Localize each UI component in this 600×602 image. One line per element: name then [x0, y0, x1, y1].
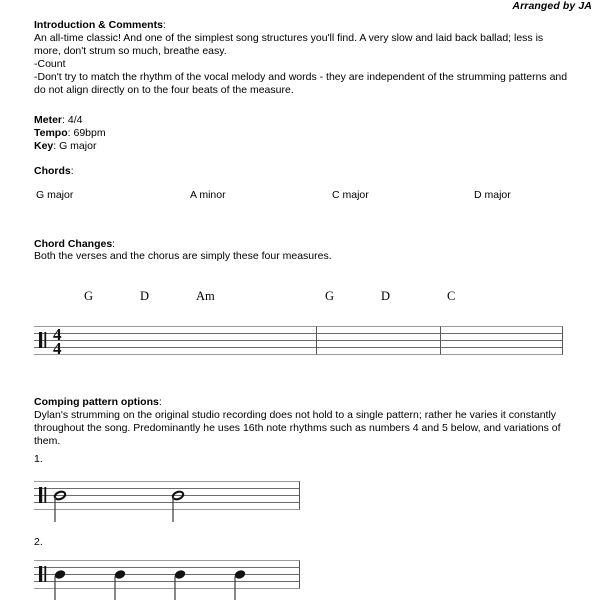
meter-value: : 4/4	[62, 114, 83, 126]
intro-paragraph-1: An all-time classic! And one of the simplest song structures you'll find. A very slow and laid back ballad; less is more, don't strum so much, breathe easy.	[34, 32, 544, 58]
chord-name-row	[0, 189, 600, 203]
chord-name-2: C major	[332, 189, 369, 201]
pattern-1-number: 1.	[34, 453, 43, 465]
intro-paragraph-3: -Don't try to match the rhythm of the vocal melody and words - they are independent of the strumming patterns and do not align directly on to the four beats of the measure.	[34, 71, 568, 97]
intro-heading-text: Introduction & Comments	[34, 19, 163, 31]
half-note-2	[172, 490, 185, 522]
staff-chord-symbol-4: D	[381, 289, 391, 303]
staff-chord-symbol-1: D	[140, 289, 150, 303]
time-signature-numerator: 4	[53, 325, 62, 344]
chords-heading-colon: :	[70, 165, 74, 177]
chord-name-0: G major	[36, 189, 74, 201]
chords-heading-text: Chords	[34, 165, 71, 177]
chord-changes-heading-text: Chord Changes	[34, 238, 113, 250]
pattern-2-staff	[0, 557, 330, 602]
pattern-1-staff	[0, 478, 330, 526]
staff-chord-symbol-5: C	[447, 289, 456, 303]
meter-line	[34, 114, 82, 127]
intro-heading	[34, 19, 166, 32]
chord-changes-heading-colon: :	[112, 238, 116, 250]
key-label: Key	[34, 140, 54, 152]
main-staff	[0, 318, 600, 368]
quarter-note-4	[234, 569, 247, 600]
chord-name-3: D major	[474, 189, 511, 201]
tempo-value: : 69bpm	[67, 127, 106, 139]
meter-label: Meter	[34, 114, 63, 126]
key-value: : G major	[53, 140, 97, 152]
intro-heading-colon: :	[162, 19, 166, 31]
quarter-note-3	[174, 569, 187, 600]
comping-text: Dylan's strumming on the original studio recording does not hold to a single pattern; rather he varies it constantly throughout the song. Predominantly he uses 16th note rhythms such as numbers 4 and 5 below, and variations of them.	[34, 409, 561, 448]
comping-heading-colon: :	[158, 396, 162, 408]
tempo-label: Tempo	[34, 127, 68, 139]
chord-name-1: A minor	[190, 189, 226, 201]
chords-heading	[34, 165, 74, 178]
tempo-line	[34, 127, 106, 140]
half-note-1	[54, 490, 67, 522]
intro-paragraph-2: -Count	[34, 58, 66, 70]
staff-chord-symbol-3: G	[325, 289, 335, 303]
pattern-2-number: 2.	[34, 536, 43, 548]
staff-chord-symbol-2: Am	[196, 289, 215, 303]
key-line	[34, 140, 96, 153]
staff-chord-symbol-0: G	[84, 289, 94, 303]
arranged-by-credit: Arranged by JA	[512, 0, 592, 12]
quarter-note-1	[54, 569, 67, 600]
time-signature-denominator: 4	[53, 339, 62, 358]
comping-heading-text: Comping pattern options	[34, 396, 159, 408]
comping-heading	[34, 396, 162, 409]
quarter-note-2	[114, 569, 127, 600]
chord-changes-text: Both the verses and the chorus are simply these four measures.	[34, 250, 332, 262]
